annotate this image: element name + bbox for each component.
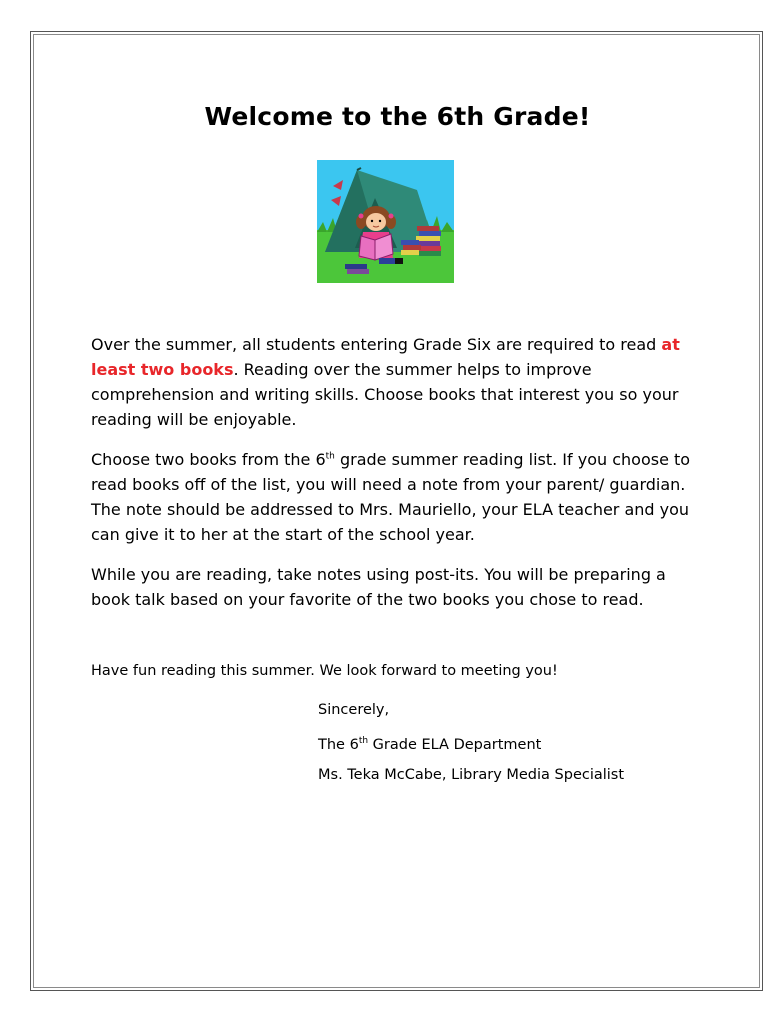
page-frame	[30, 31, 763, 991]
girl-reading-in-tent-clipart	[317, 160, 454, 283]
highlight-text: at least two books	[91, 335, 680, 379]
paragraph-requirement	[91, 332, 691, 432]
signature-department	[318, 734, 541, 756]
signature-sincerely: Sincerely,	[318, 702, 390, 718]
paragraph-reading-list	[91, 447, 691, 547]
paragraph-text: . Reading over the summer helps to improve comprehension and writing skills. Choose books that interest you so your reading will be enjoyable.	[91, 360, 679, 429]
closing-line: Have fun reading this summer. We look forward to meeting you!	[91, 663, 558, 679]
superscript: th	[325, 451, 335, 462]
signature-text: The 6	[318, 737, 359, 753]
paragraph-text: Over the summer, all students entering Grade Six are required to read	[91, 335, 662, 354]
signature-specialist: Ms. Teka McCabe, Library Media Specialist	[318, 767, 625, 783]
paragraph-text: Choose two books from the 6	[91, 450, 326, 469]
page-title: Welcome to the 6th Grade!	[204, 102, 591, 131]
paragraph-text: grade summer reading list. If you choose to read books off of the list, you will need a note from your parent/ guardian. The note should be addressed to Mrs. Mauriello, your ELA teacher and you can give it to her at the start of the school year.	[91, 450, 691, 544]
superscript: th	[358, 736, 369, 747]
paragraph-book-talk: While you are reading, take notes using post-its. You will be preparing a book talk based on your favorite of the two books you chose to read.	[91, 565, 666, 609]
signature-text: Grade ELA Department	[368, 737, 542, 753]
